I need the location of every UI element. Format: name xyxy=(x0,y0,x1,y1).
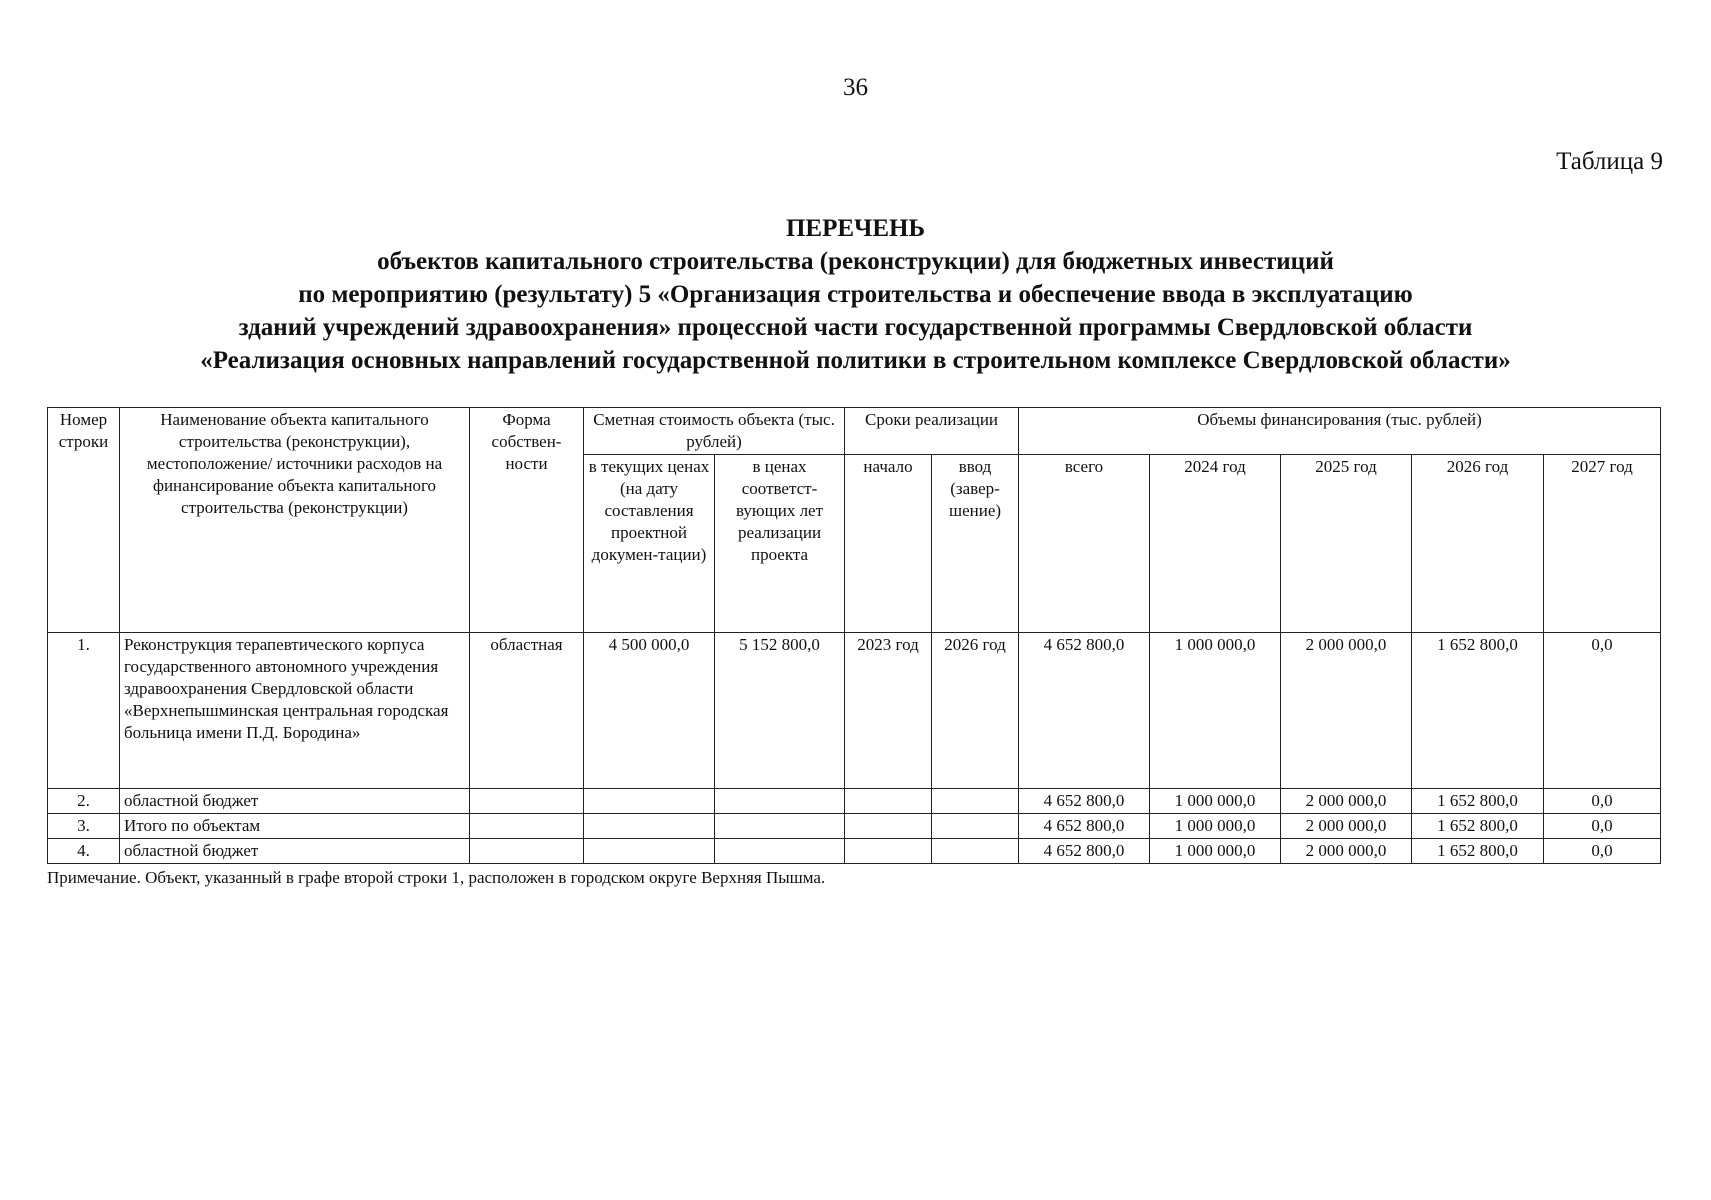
cell-empty xyxy=(845,789,932,814)
cell-2024: 1 000 000,0 xyxy=(1150,839,1281,864)
cell-2024: 1 000 000,0 xyxy=(1150,789,1281,814)
title-line-3: по мероприятию (результату) 5 «Организация строительства и обеспечение ввода в эксплуатацию xyxy=(298,281,1413,308)
cell-2026: 1 652 800,0 xyxy=(1412,839,1544,864)
cell-cost-current: 4 500 000,0 xyxy=(584,633,715,789)
table-row xyxy=(48,839,1661,864)
table-row xyxy=(48,633,1661,789)
cell-total: 4 652 800,0 xyxy=(1019,814,1150,839)
cell-total: 4 652 800,0 xyxy=(1019,789,1150,814)
cell-empty xyxy=(932,789,1019,814)
title-line-2: объектов капитального строительства (реконструкции) для бюджетных инвестиций xyxy=(377,248,1334,275)
cell-empty xyxy=(715,789,845,814)
footnote: Примечание. Объект, указанный в графе второй строки 1, расположен в городском округе Верхняя Пышма. xyxy=(47,868,826,887)
header-cost-years: в ценах соответст-вующих лет реализации проекта xyxy=(715,455,845,633)
cell-2024: 1 000 000,0 xyxy=(1150,814,1281,839)
cell-2025: 2 000 000,0 xyxy=(1281,839,1412,864)
title-line-1: ПЕРЕЧЕНЬ xyxy=(785,215,926,242)
cell-total: 4 652 800,0 xyxy=(1019,633,1150,789)
cell-num: 4. xyxy=(48,839,120,864)
cell-2027: 0,0 xyxy=(1544,633,1661,789)
cell-2025: 2 000 000,0 xyxy=(1281,814,1412,839)
cell-name: областной бюджет xyxy=(120,839,470,864)
header-2024: 2024 год xyxy=(1150,455,1281,633)
cell-empty xyxy=(584,839,715,864)
cell-empty xyxy=(470,789,584,814)
cell-num: 1. xyxy=(48,633,120,789)
header-2026: 2026 год xyxy=(1412,455,1544,633)
header-2025: 2025 год xyxy=(1281,455,1412,633)
table-row xyxy=(48,814,1661,839)
cell-total: 4 652 800,0 xyxy=(1019,839,1150,864)
cell-2026: 1 652 800,0 xyxy=(1412,789,1544,814)
header-name: Наименование объекта капитального строительства (реконструкции), местоположение/ источники расходов на финансирование объекта капитального строительства (реконструкции) xyxy=(120,408,470,633)
cell-empty xyxy=(845,839,932,864)
cell-name: Реконструкция терапевтического корпуса государственного автономного учреждения здравоохранения Свердловской области «Верхнепышминская центральная городская больница имени П.Д. Бородина» xyxy=(120,633,470,789)
cell-start: 2023 год xyxy=(845,633,932,789)
table-row xyxy=(48,789,1661,814)
cell-empty xyxy=(584,789,715,814)
title-line-4: зданий учреждений здравоохранения» процессной части государственной программы Свердловской области xyxy=(238,314,1473,341)
header-terms: Сроки реализации xyxy=(845,408,1019,455)
cell-2027: 0,0 xyxy=(1544,814,1661,839)
cell-2027: 0,0 xyxy=(1544,789,1661,814)
cell-name: Итого по объектам xyxy=(120,814,470,839)
cell-num: 2. xyxy=(48,789,120,814)
cell-2024: 1 000 000,0 xyxy=(1150,633,1281,789)
cell-empty xyxy=(584,814,715,839)
cell-2025: 2 000 000,0 xyxy=(1281,789,1412,814)
capital-objects-table xyxy=(47,407,1661,864)
page-number: 36 xyxy=(843,74,868,101)
cell-empty xyxy=(470,814,584,839)
cell-empty xyxy=(932,839,1019,864)
cell-empty xyxy=(715,814,845,839)
cell-2026: 1 652 800,0 xyxy=(1412,814,1544,839)
header-funding: Объемы финансирования (тыс. рублей) xyxy=(1019,408,1661,455)
cell-empty xyxy=(845,814,932,839)
cell-empty xyxy=(470,839,584,864)
table-label: Таблица 9 xyxy=(1556,148,1663,175)
cell-num: 3. xyxy=(48,814,120,839)
header-terms-end: ввод (завер-шение) xyxy=(932,455,1019,633)
title-line-5: «Реализация основных направлений государственной политики в строительном комплексе Свердловской области» xyxy=(200,347,1511,374)
cell-2027: 0,0 xyxy=(1544,839,1661,864)
header-terms-start: начало xyxy=(845,455,932,633)
header-cost: Сметная стоимость объекта (тыс. рублей) xyxy=(584,408,845,455)
cell-name: областной бюджет xyxy=(120,789,470,814)
header-row-1 xyxy=(48,408,1661,455)
header-ownership: Форма собствен-ности xyxy=(470,408,584,633)
cell-cost-years: 5 152 800,0 xyxy=(715,633,845,789)
header-total: всего xyxy=(1019,455,1150,633)
header-num: Номер строки xyxy=(48,408,120,633)
document-title xyxy=(40,212,1671,377)
cell-ownership: областная xyxy=(470,633,584,789)
cell-end: 2026 год xyxy=(932,633,1019,789)
header-cost-current: в текущих ценах (на дату составления проектной докумен-тации) xyxy=(584,455,715,633)
header-2027: 2027 год xyxy=(1544,455,1661,633)
cell-2026: 1 652 800,0 xyxy=(1412,633,1544,789)
cell-empty xyxy=(715,839,845,864)
cell-empty xyxy=(932,814,1019,839)
cell-2025: 2 000 000,0 xyxy=(1281,633,1412,789)
